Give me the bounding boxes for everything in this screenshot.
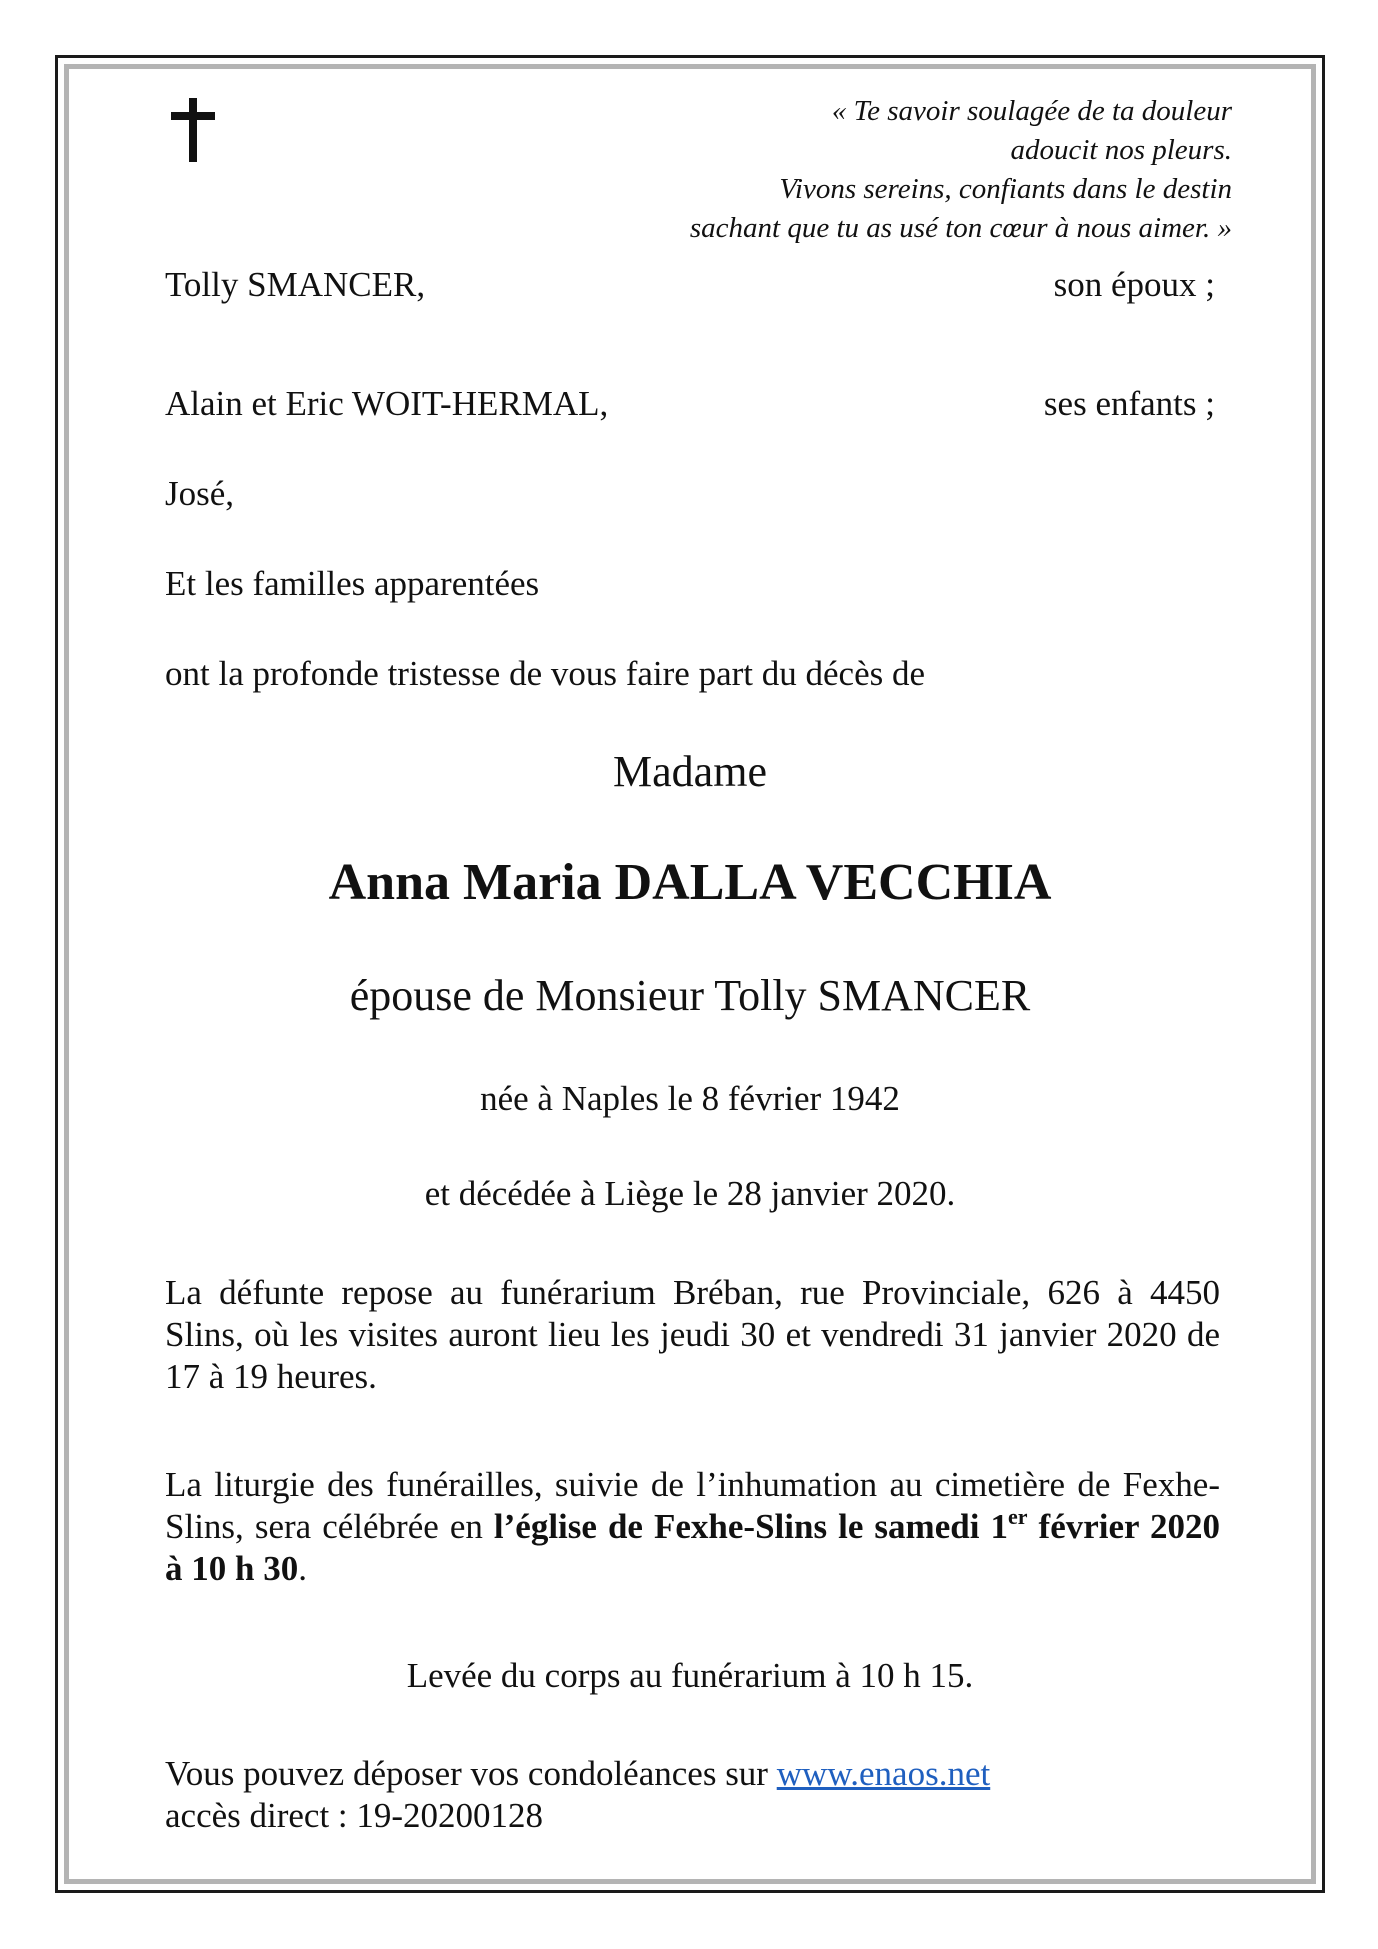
- levee-line: Levée du corps au funérarium à 10 h 15.: [406, 1656, 974, 1695]
- family-name: Tolly SMANCER,: [165, 265, 426, 304]
- liturgy-date: février 2020 à 10 h 30: [165, 1507, 1220, 1588]
- family-name: Alain et Eric WOIT-HERMAL,: [165, 384, 609, 423]
- epigraph-line: Vivons sereins, confiants dans le destin: [779, 173, 1232, 205]
- cross-vertical-bar: [189, 98, 197, 162]
- announcement-text: ont la profonde tristesse de vous faire part du décès de: [165, 654, 926, 693]
- family-name: José,: [165, 474, 235, 513]
- deceased-spouse-line: épouse de Monsieur Tolly SMANCER: [349, 971, 1031, 1020]
- birth-line: née à Naples le 8 février 1942: [480, 1079, 900, 1118]
- epigraph-line: adoucit nos pleurs.: [1010, 134, 1232, 166]
- liturgy-superscript: er: [1007, 1504, 1028, 1529]
- family-relation: son époux ;: [1053, 265, 1215, 304]
- repose-paragraph: La défunte repose au funérarium Bréban, rue Provinciale, 626 à 4450 Slins, où les visites auront lieu les jeudi 30 et vendredi 31 janvier 2020 de 17 à 19 heures.: [165, 1273, 1220, 1396]
- liturgy-place: l’église de Fexhe-Slins le samedi 1: [493, 1507, 1008, 1546]
- family-relation: ses enfants ;: [1043, 384, 1215, 423]
- liturgy-intro: La liturgie des funérailles, suivie de l’inhumation au cimetière de Fexhe-Slins, sera célébrée en: [165, 1465, 1220, 1546]
- condolences-link[interactable]: www.enaos.net: [776, 1754, 991, 1793]
- epigraph-line: sachant que tu as usé ton cœur à nous aimer. »: [689, 212, 1232, 244]
- family-name: Et les familles apparentées: [165, 564, 540, 603]
- latin-cross-icon: [171, 98, 215, 162]
- liturgy-end: .: [298, 1549, 307, 1588]
- epigraph-quote: [472, 92, 1232, 248]
- cross-horizontal-bar: [171, 112, 215, 120]
- direct-access-code: accès direct : 19-20200128: [165, 1796, 544, 1835]
- epigraph-line: « Te savoir soulagée de ta douleur: [831, 95, 1232, 127]
- death-line: et décédée à Liège le 28 janvier 2020.: [424, 1174, 956, 1213]
- deceased-title: Madame: [613, 747, 767, 796]
- liturgy-paragraph: [165, 1464, 1220, 1590]
- deceased-name: Anna Maria DALLA VECCHIA: [328, 854, 1052, 911]
- condolences-text: Vous pouvez déposer vos condoléances sur: [165, 1754, 777, 1793]
- condolences-paragraph: [165, 1753, 1220, 1837]
